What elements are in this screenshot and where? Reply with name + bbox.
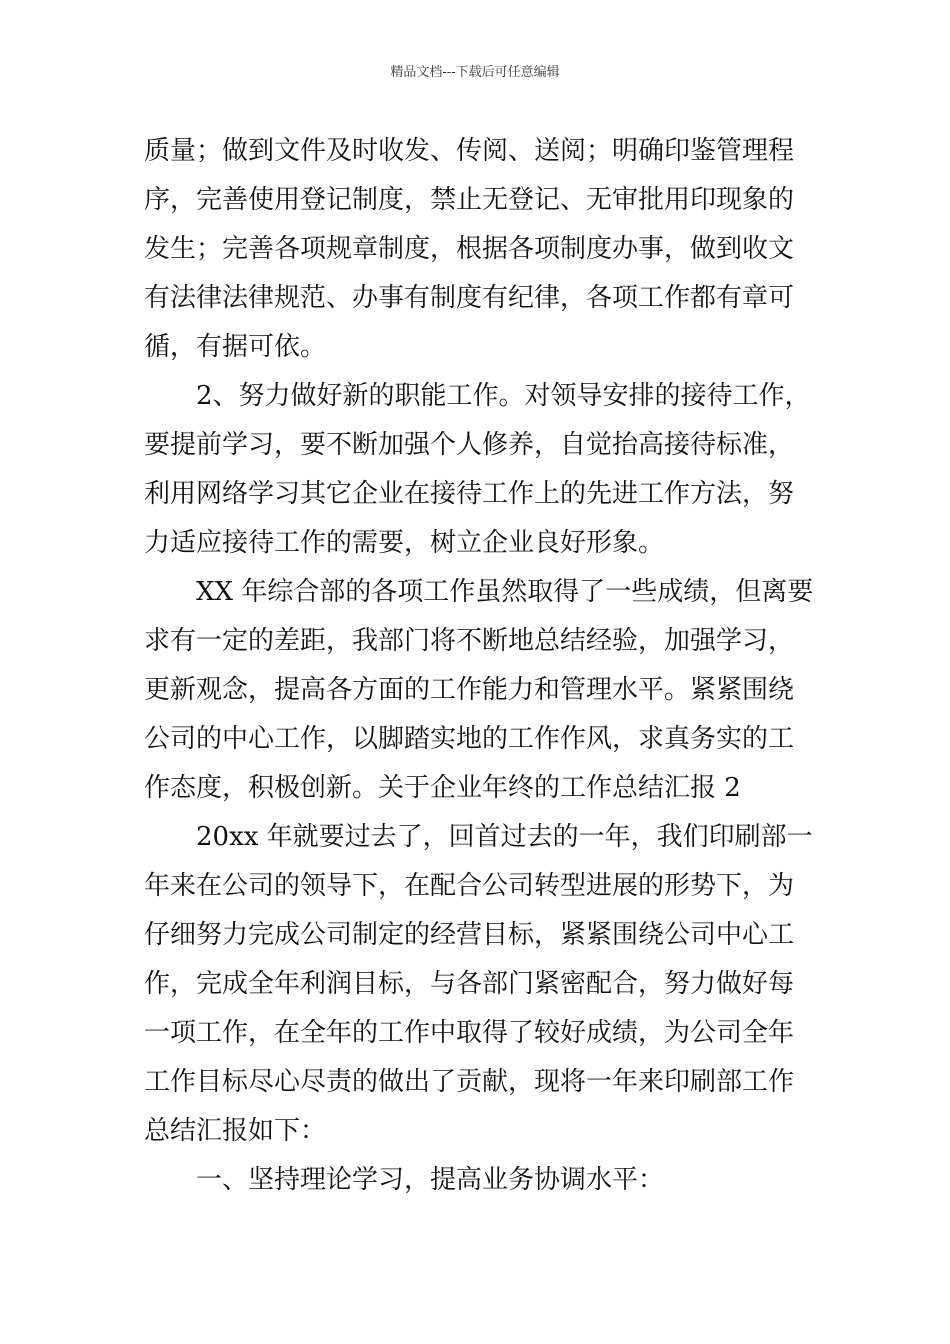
text-line: 有法律法律规范、办事有制度有纪律，各项工作都有章可: [144, 283, 795, 313]
text-line: 一项工作，在全年的工作中取得了较好成绩，为公司全年: [144, 1018, 795, 1048]
text-line: 工作目标尽心尽责的做出了贡献，现将一年来印刷部工作: [144, 1067, 795, 1097]
section-heading: [144, 1156, 807, 1205]
text-line: 力适应接待工作的需要，树立企业良好形象。: [144, 528, 665, 558]
paragraph-4: [144, 813, 813, 1156]
text-line: 发生；完善各项规章制度，根据各项制度办事，做到收文: [144, 234, 795, 264]
text-line: 公司的中心工作，以脚踏实地的工作作风，求真务实的工: [144, 724, 795, 754]
text-line: 总结汇报如下：: [144, 1116, 327, 1146]
page-header: 精品文档---下载后可任意编辑: [390, 65, 560, 80]
paragraph-3: [144, 568, 814, 813]
heading-line: 一、坚持理论学习，提高业务协调水平：: [196, 1165, 665, 1195]
text-line: 序，完善使用登记制度，禁止无登记、无审批用印现象的: [144, 185, 795, 215]
text-line: 利用网络学习其它企业在接待工作上的先进工作方法，努: [144, 479, 795, 509]
text-line: 作，完成全年利润目标，与各部门紧密配合，努力做好每: [144, 969, 795, 999]
text-line: 2、努力做好新的职能工作。对领导安排的接待工作，: [196, 381, 811, 411]
paragraph-2: [144, 372, 811, 568]
text-line: 质量；做到文件及时收发、传阅、送阅；明确印鉴管理程: [144, 136, 795, 166]
text-line: 仔细努力完成公司制定的经营目标，紧紧围绕公司中心工: [144, 920, 795, 950]
text-line: 循，有据可依。: [144, 332, 327, 362]
text-line: 要提前学习，要不断加强个人修养，自觉抬高接待标准，: [144, 430, 795, 460]
document-body: [144, 127, 814, 1205]
text-line: XX 年综合部的各项工作虽然取得了一些成绩，但离要: [196, 577, 814, 607]
text-line: 求有一定的差距，我部门将不断地总结经验，加强学习，: [144, 626, 795, 656]
text-line: 20xx 年就要过去了，回首过去的一年，我们印刷部一: [196, 822, 813, 852]
text-line: 更新观念，提高各方面的工作能力和管理水平。紧紧围绕: [144, 675, 795, 705]
paragraph-1: [144, 127, 807, 372]
text-line: 年来在公司的领导下，在配合公司转型进展的形势下，为: [144, 871, 795, 901]
text-line: 作态度，积极创新。关于企业年终的工作总结汇报 2: [144, 773, 741, 803]
